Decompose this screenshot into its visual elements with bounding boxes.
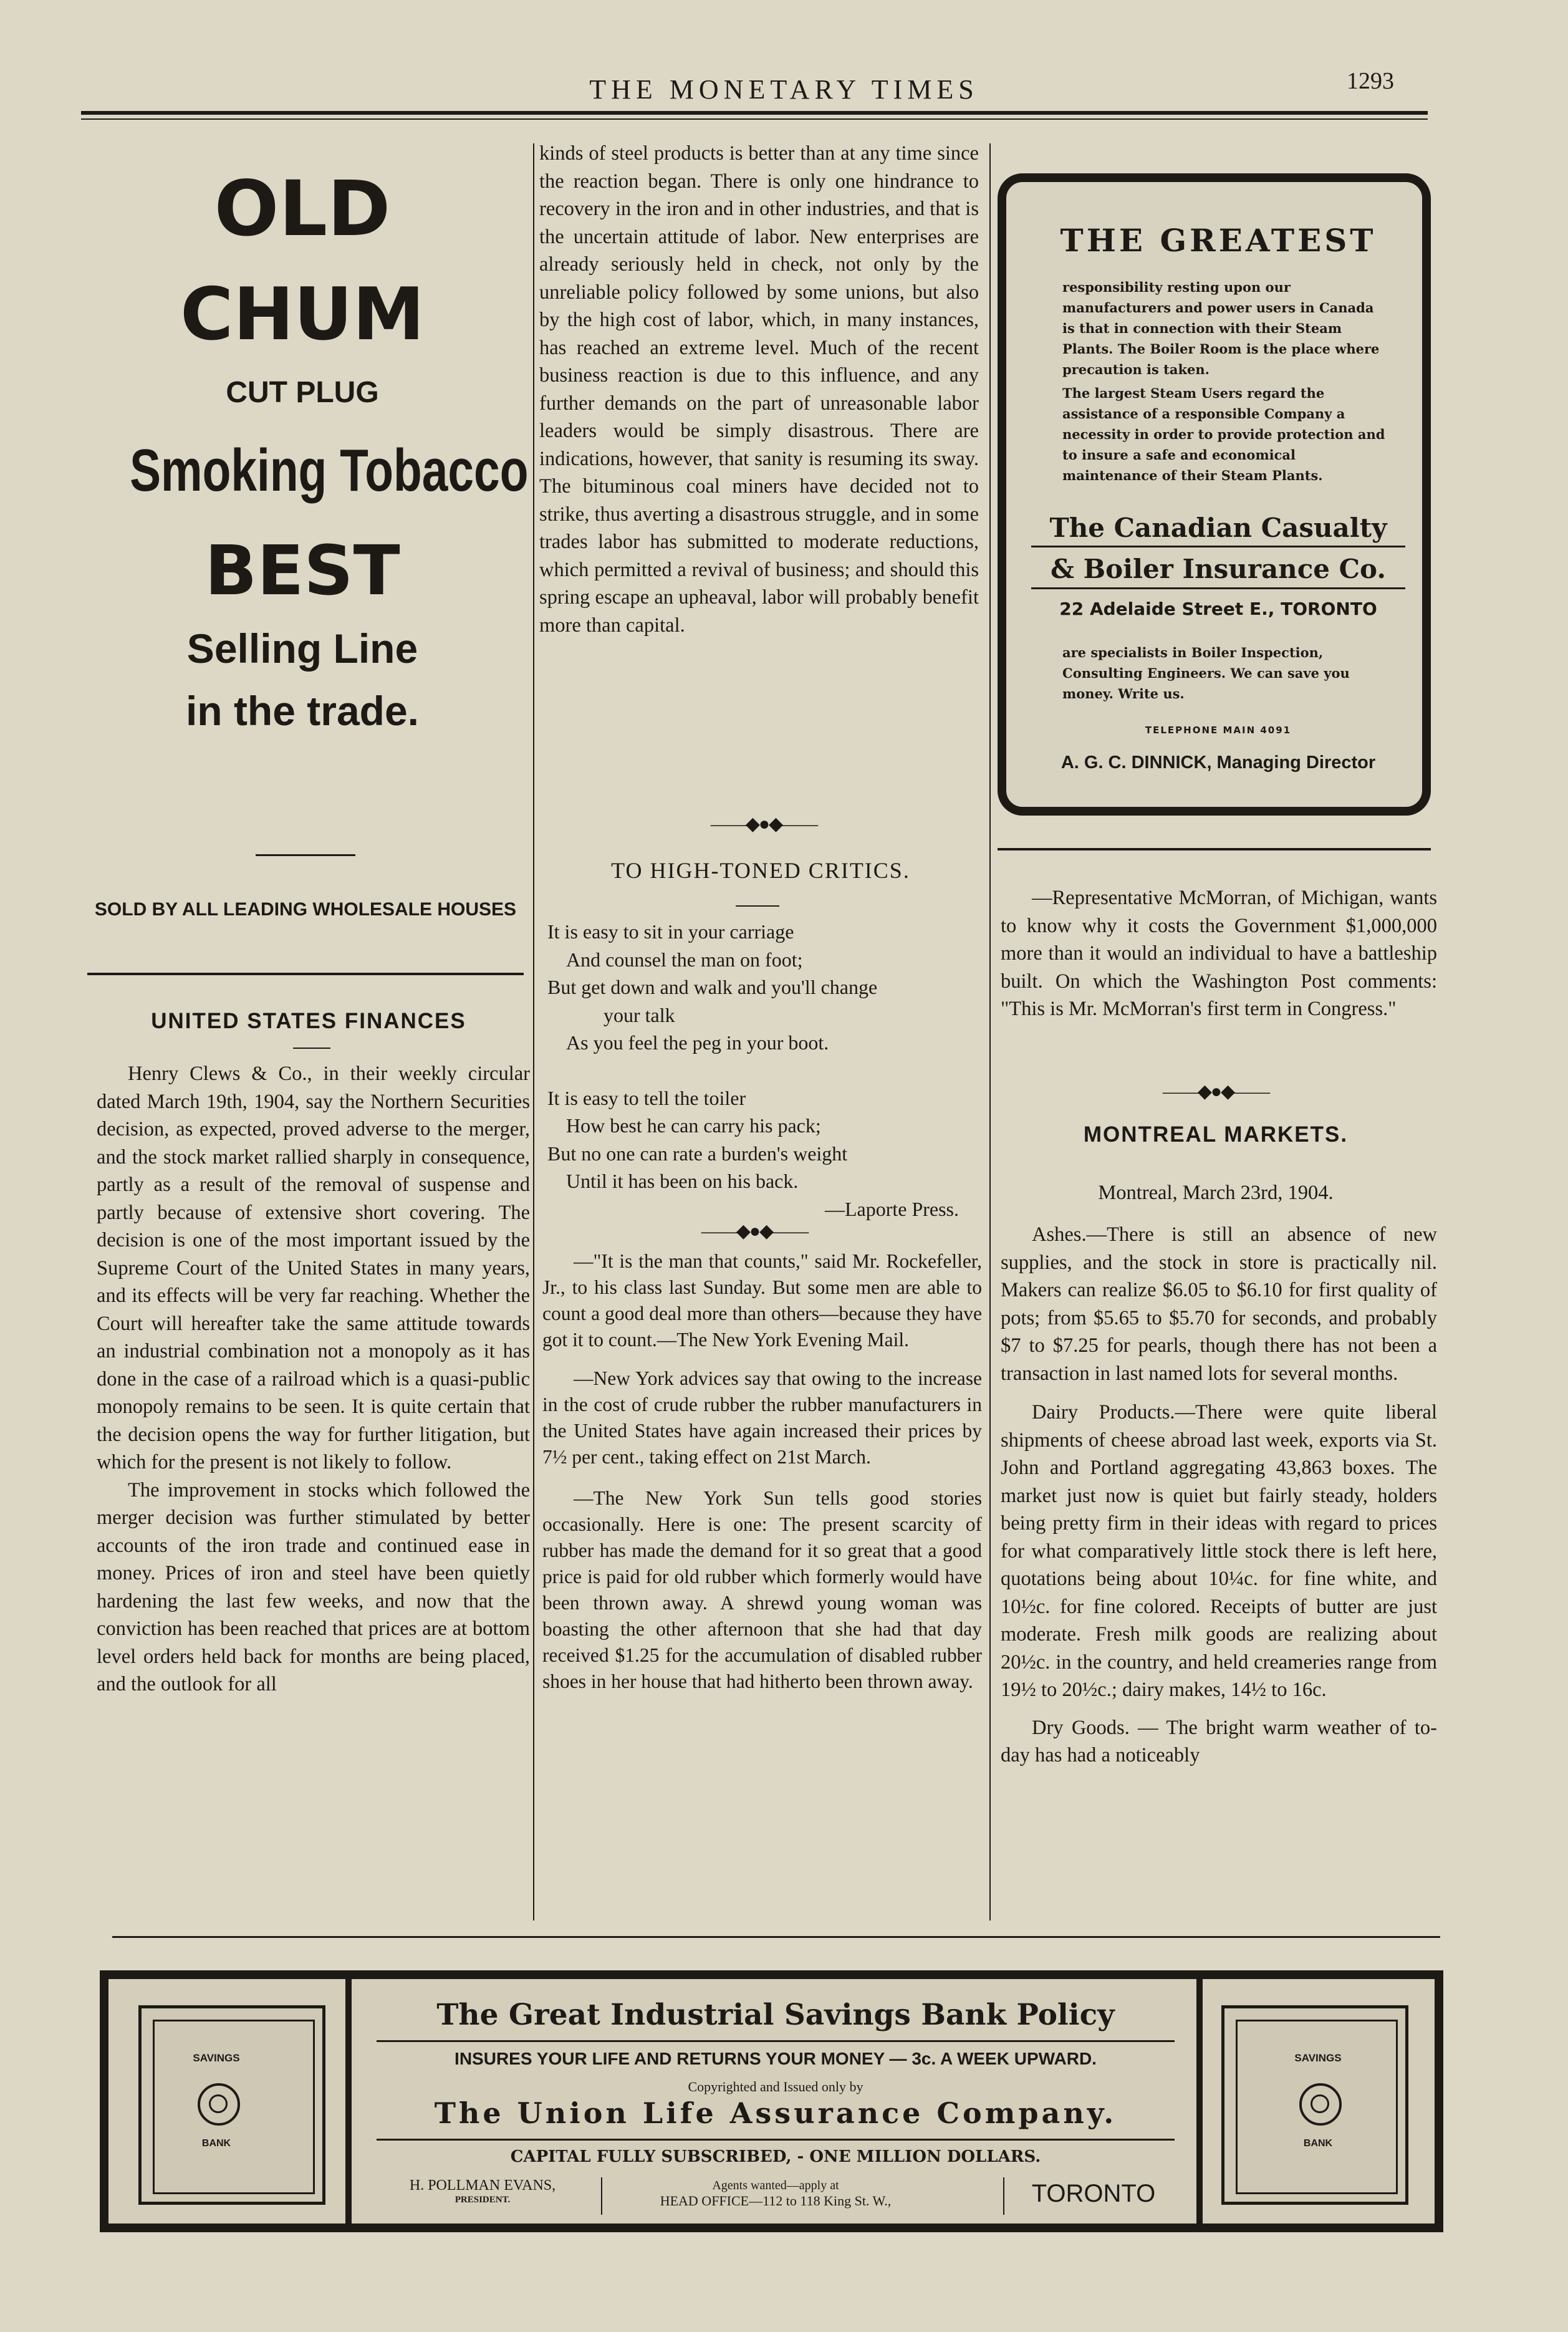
ad-tagline: INSURES YOUR LIFE AND RETURNS YOUR MONEY — 3c. A WEEK UPWARD. [455,2049,1097,2068]
ad-headline: THE GREATEST [1060,222,1377,259]
paragraph: Henry Clews & Co., in their weekly circular dated March 19th, 1904, say the Northern Securities decision, as expected, proved adverse to the merger, and the stock market rallied sharply in consequence, partly as a result of the removal of suspense and partly because of extensive short covering. The decision is one of the most important issued by the Supreme Court of the United States in many years, and its effects will be very far reaching. Whether the Court will hereafter take the same attitude towards an industrial combination not a monopoly as it has done in the case of a railroad which is a quasi-public monopoly remains to be seen. It is quite certain that the decision opens the way for further litigation, but which for the present is not likely to follow. [97,1062,530,1473]
safe-label-bank: BANK [201,2138,231,2149]
ad-short-rule [256,854,355,856]
ad-company-line1: The Canadian Casualty [1049,513,1387,543]
paragraph: —New York advices say that owing to the increase in the cost of crude rubber the rubber manufacturers in the United States have again increased their prices by 7½ per cent., taking effect on 21st March. [542,1367,982,1468]
section-rule [998,848,1431,850]
savings-bank-safe-icon [138,2005,325,2205]
savings-bank-safe-icon [1221,2005,1408,2205]
ad-line-smoking-tobacco: Smoking Tobacco [130,437,529,504]
paragraph: kinds of steel products is better than at any time since the reaction began. There is only one hindrance to recovery in the iron and in other industries, and that is the uncertain attitude of labor. New enterprises are already seriously held in check, not only by the unreliable policy followed by some unions, but also by the high cost of labor, which, in many instances, has reached an extreme level. Much of the recent business reaction is due to this influence, and any further demands on the part of unreasonable labor leaders would be simply disastrous. There are indications, however, that sanity is resuming its sway. The bituminous coal miners have decided not to strike, thus averting a disastrous struggle, and in some trades labor has submitted to moderate reductions, which permitted a revival of business; and should this spring escape an upheaval, labor will probably benefit more than capital. [539,142,979,637]
ad-canadian-casualty [998,173,1431,816]
ad-company: The Union Life Assurance Company. [434,2096,1117,2130]
ad-body: responsibility resting upon our manufacturers and power users in Canada is that in connection with their Steam Plants. The Boiler Room is the place where precaution is taken. [1062,279,1380,377]
paragraph: Dry Goods. — The bright warm weather of to-day has had a noticeably [1001,1716,1437,1766]
ad-body: The largest Steam Users regard the assistance of a responsible Company a necessity in order to provide protection and to insure a safe and economical maintenance of their Steam Plants. [1062,385,1385,483]
page-number: 1293 [1347,68,1394,94]
ad-line-cut-plug: CUT PLUG [226,376,379,409]
title-underline [736,905,779,907]
ornament-divider: ——◆●◆—— [1162,1081,1269,1102]
ad-copyright: Copyrighted and Issued only by [688,2079,863,2094]
poem-line: But get down and walk and you'll change [547,976,878,998]
ad-sold-by: SOLD BY ALL LEADING WHOLESALE HOUSES [94,899,517,920]
poem-line: your talk [604,1003,675,1026]
paragraph: Ashes.—There is still an absence of new supplies, and the stock in store is practically nil. Makers can realize $6.05 to $6.10 for first quality of pots; from $5.65 to $5.70 for seconds, and probably $7 to $7.25 for pearls, though there has not been a transaction in last named lots for several months. [1001,1223,1437,1385]
ad-head-office: HEAD OFFICE—112 to 118 King St. W., [660,2193,892,2209]
poem-line: How best he can carry his pack; [566,1114,821,1137]
ad-line-chum: CHUM [180,272,425,357]
ad-old-chum [81,156,529,742]
news-items-right [1001,884,1437,1023]
paragraph: The improvement in stocks which followed the merger decision was further stimulated by better accounts of the iron trade and continued ease in money. Prices of iron and steel have been quietly hardening the last few weeks, and now that the conviction has been reached that prices are at bottom level orders held back for months are being placed, and the outlook for all [97,1478,530,1695]
ad-company-line2: & Boiler Insurance Co. [1051,554,1386,584]
safe-label-bank: BANK [1303,2138,1333,2149]
ad-capital: CAPITAL FULLY SUBSCRIBED, - ONE MILLION DOLLARS. [510,2147,1041,2166]
article-title-finances: UNITED STATES FINANCES [151,1009,466,1033]
ad-city: TORONTO [1031,2180,1156,2207]
article-body-continued [539,140,979,639]
ad-union-life [100,1970,1443,2232]
article-body-markets [1001,1221,1437,1770]
title-underline [293,1048,330,1049]
ad-director: A. G. C. DINNICK, Managing Director [1061,753,1376,773]
poem-line: And counsel the man on foot; [566,948,803,971]
paragraph: —"It is the man that counts," said Mr. Rockefeller, Jr., to his class last Sunday. But some men are able to count a good deal more than others—because they have got it to count.—The New York Evening Mail. [542,1250,982,1351]
section-rule [87,973,524,975]
paragraph: Dairy Products.—There were quite liberal shipments of cheese abroad last week, exports via St. John and Portland aggregating 43,863 boxes. The market just now is quiet but fairly steady, holders being pretty firm in their ideas with regard to prices for what comparatively little stock there is left here, quotations being about 10¼c. for fine white, and 10½c. for fine colored. Receipts of butter are just moderate. Fresh milk goods are realizing about 20½c. in the country, and held creameries range from 19½ to 20½c.; dairy makes, 14½ to 16c. [1001,1401,1437,1701]
news-items [542,1248,982,1695]
ad-headline: The Great Industrial Savings Bank Policy [436,1998,1115,2032]
ad-line-in-the-trade: in the trade. [185,688,420,734]
article-body-finances [97,1060,530,1698]
poem-credit: —Laporte Press. [824,1197,959,1220]
ad-line-old: OLD [214,165,391,253]
paragraph: —Representative McMorran, of Michigan, wants to know why it costs the Government $1,000,000 more than it would an individual to have a battleship built. On which the Washington Post comments: "This is Mr. McMorran's first term in Congress." [1001,887,1437,1020]
dateline: Montreal, March 23rd, 1904. [1098,1182,1334,1204]
section-rule [112,1936,1440,1938]
poem-line: Until it has been on his back. [566,1170,799,1192]
masthead-rule-thin [81,118,1428,120]
poem-body [547,918,984,1223]
page-title: THE MONETARY TIMES [589,74,979,105]
poem-title: TO HIGH-TONED CRITICS. [611,858,910,883]
poem-line: But no one can rate a burden's weight [547,1142,848,1165]
poem-line: As you feel the peg in your boot. [566,1031,829,1054]
ad-telephone: TELEPHONE MAIN 4091 [1145,725,1292,736]
ad-agents: Agents wanted—apply at [712,2179,839,2192]
safe-label-savings: SAVINGS [193,2052,240,2064]
poem-line: It is easy to tell the toiler [547,1086,746,1109]
masthead-rule [81,111,1428,115]
ad-line-selling-line: Selling Line [186,625,418,672]
paragraph: —The New York Sun tells good stories occasionally. Here is one: The present scarcity of rubber has made the demand for it so great that a good price is paid for old rubber which formerly would have been thrown away. A shrewd young woman was boasting the other afternoon that she had that day received $1.25 for the accumulation of disabled rubber shoes in her house that had hitherto been thrown away. [542,1487,982,1692]
ad-body: are specialists in Boiler Inspection, Consulting Engineers. We can save you money. Write us. [1062,645,1350,701]
safe-label-savings: SAVINGS [1294,2052,1342,2064]
ad-president-title: PRESIDENT. [455,2195,511,2205]
ad-president-name: H. POLLMAN EVANS, [409,2177,556,2194]
ad-address: 22 Adelaide Street E., TORONTO [1059,599,1377,619]
ornament-divider: ——◆●◆—— [710,814,817,834]
poem-line: It is easy to sit in your carriage [547,920,794,943]
ad-line-best: BEST [204,531,400,610]
column-divider [989,143,991,1920]
article-title-markets: MONTREAL MARKETS. [1083,1122,1349,1147]
ornament-divider: ——◆●◆—— [701,1221,808,1241]
